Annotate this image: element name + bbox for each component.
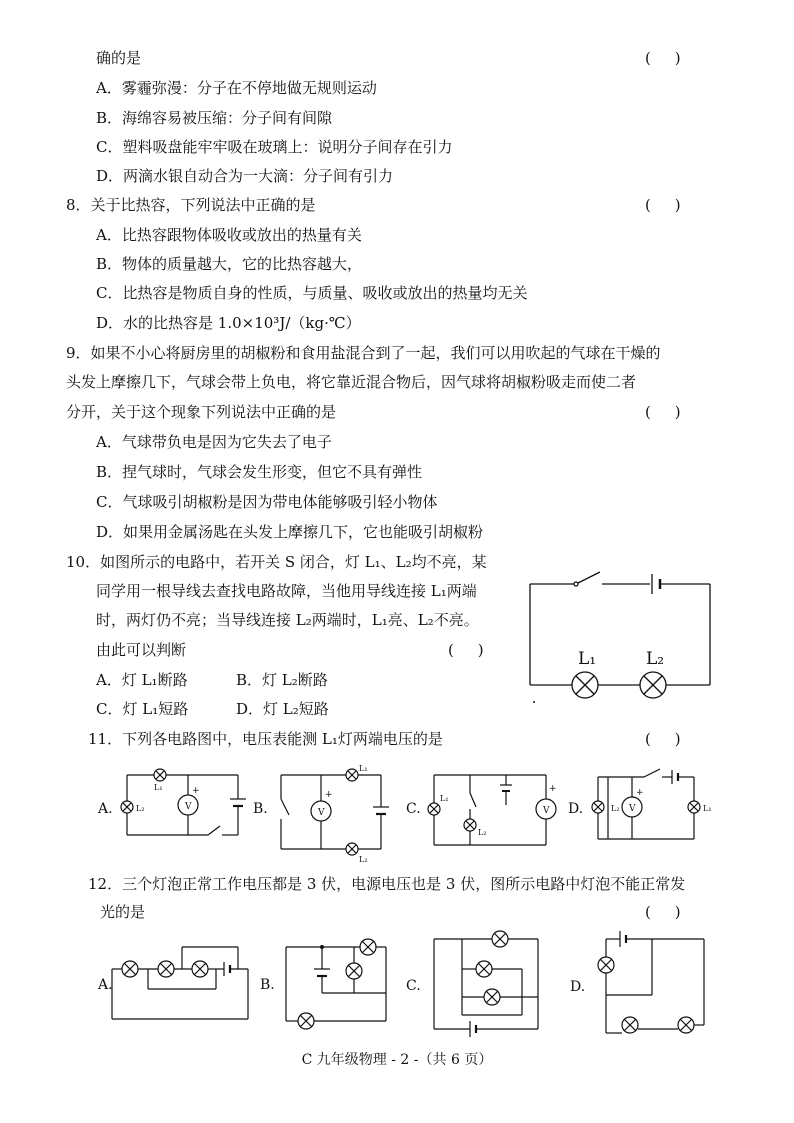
q11-c-plus-label: + xyxy=(549,784,557,794)
q11-a-voltmeter-label: V xyxy=(185,802,192,812)
page-footer: C 九年级物理 - 2 -（共 6 页） xyxy=(301,1052,493,1068)
q9-answer-paren: ( ) xyxy=(645,403,681,421)
q11-d-l1-label: L₁ xyxy=(703,804,712,813)
q10-label-l1: L₁ xyxy=(578,649,597,669)
q8-option-c: C．比热容是物质自身的性质，与质量、吸收或放出的热量均无关 xyxy=(96,284,528,302)
q10-stem-line-2: 同学用一根导线去查找电路故障，当他用导线连接 L₁两端 xyxy=(96,582,477,600)
q11-b-voltmeter-label: V xyxy=(318,808,325,818)
q9-stem-line-2: 头发上摩擦几下，气球会带上负电，将它靠近混合物后，因气球将胡椒粉吸走而使二者 xyxy=(66,373,637,391)
q11-c-l1-label: L₁ xyxy=(440,794,449,803)
q7-answer-paren: ( ) xyxy=(645,49,681,67)
q8-option-b: B．物体的质量越大，它的比热容越大， xyxy=(96,255,363,273)
q11-d-plus-label: + xyxy=(636,788,644,798)
q11-a-plus-label: + xyxy=(192,786,200,796)
q8-stem: 8．关于比热容，下列说法中正确的是 xyxy=(66,196,316,214)
q12-circuit-d xyxy=(566,925,716,1040)
q12-letter-d: D. xyxy=(570,979,586,995)
q12-answer-paren: ( ) xyxy=(645,903,681,921)
q11-b-l1-label: L₁ xyxy=(359,764,368,773)
q10-stem-line-1: 10．如图所示的电路中，若开关 S 闭合，灯 L₁、L₂均不亮，某 xyxy=(66,553,487,571)
q7-option-d: D．两滴水银自动合为一大滴：分子间有引力 xyxy=(96,167,394,185)
q12-letter-b: B. xyxy=(260,977,275,993)
q12-letter-c: C. xyxy=(406,978,421,994)
q11-d-voltmeter-label: V xyxy=(629,804,636,814)
q8-option-d: D．水的比热容是 1.0×10³J/（kg·℃） xyxy=(96,314,361,332)
q7-option-a: A．雾霾弥漫：分子在不停地做无规则运动 xyxy=(96,79,377,97)
q8-answer-paren: ( ) xyxy=(645,196,681,214)
q12-circuit-c xyxy=(404,925,554,1040)
q12-stem-line-2: 光的是 xyxy=(100,903,146,921)
q12-circuit-a xyxy=(96,935,256,1035)
q11-d-l2-label: L₂ xyxy=(611,804,620,813)
q11-stem: 11．下列各电路图中，电压表能测 L₁灯两端电压的是 xyxy=(88,730,443,748)
q7-stem-cont: 确的是 xyxy=(96,49,142,67)
q8-option-a: A．比热容跟物体吸收或放出的热量有关 xyxy=(96,226,362,244)
q11-answer-paren: ( ) xyxy=(645,730,681,748)
q11-letter-b: B. xyxy=(253,801,268,817)
q11-c-l2-label: L₂ xyxy=(478,828,487,837)
q12-circuit-b xyxy=(258,935,398,1035)
q10-option-b: B．灯 L₂断路 xyxy=(236,671,328,689)
q10-label-l2: L₂ xyxy=(646,649,665,669)
q11-a-l2-label: L₂ xyxy=(136,804,145,813)
q11-circuit-a xyxy=(96,765,246,845)
q9-stem-line-1: 9．如果不小心将厨房里的胡椒粉和食用盐混合到了一起，我们可以用吹起的气球在干燥的 xyxy=(66,344,661,362)
q11-b-plus-label: + xyxy=(325,790,333,800)
q10-stem-line-4: 由此可以判断 xyxy=(96,641,187,659)
q11-letter-a: A. xyxy=(98,801,113,817)
q9-option-a: A．气球带负电是因为它失去了电子 xyxy=(96,433,332,451)
q9-stem-line-3: 分开，关于这个现象下列说法中正确的是 xyxy=(66,403,337,421)
q10-circuit-diagram xyxy=(522,568,722,708)
q7-option-c: C．塑料吸盘能牢牢吸在玻璃上：说明分子间存在引力 xyxy=(96,138,453,156)
q10-answer-paren: ( ) xyxy=(448,641,484,659)
q12-letter-a: A. xyxy=(98,977,113,993)
q9-option-b: B．捏气球时，气球会发生形变，但它不具有弹性 xyxy=(96,463,423,481)
q11-circuit-b xyxy=(251,763,401,863)
q12-stem-line-1: 12．三个灯泡正常工作电压都是 3 伏，电源电压也是 3 伏，图所示电路中灯泡不能正常发 xyxy=(88,875,686,893)
q10-option-c: C．灯 L₁短路 xyxy=(96,700,189,718)
q9-option-d: D．如果用金属汤匙在头发上摩擦几下，它也能吸引胡椒粉 xyxy=(96,523,484,541)
q11-b-l2-label: L₂ xyxy=(359,855,368,864)
q10-option-a: A．灯 L₁断路 xyxy=(96,671,188,689)
q7-option-b: B．海绵容易被压缩：分子间有间隙 xyxy=(96,109,333,127)
q11-a-l1-label: L₁ xyxy=(154,783,163,792)
q10-option-d: D．灯 L₂短路 xyxy=(236,700,329,718)
q11-circuit-c xyxy=(406,765,556,855)
q9-option-c: C．气球吸引胡椒粉是因为带电体能够吸引轻小物体 xyxy=(96,493,438,511)
q10-stem-line-3: 时，两灯仍不亮；当导线连接 L₂两端时，L₁亮、L₂不亮。 xyxy=(96,611,479,629)
q11-circuit-d xyxy=(568,765,718,850)
q11-c-voltmeter-label: V xyxy=(543,806,550,816)
q11-letter-c: C. xyxy=(406,801,421,817)
q11-letter-d: D. xyxy=(568,801,584,817)
